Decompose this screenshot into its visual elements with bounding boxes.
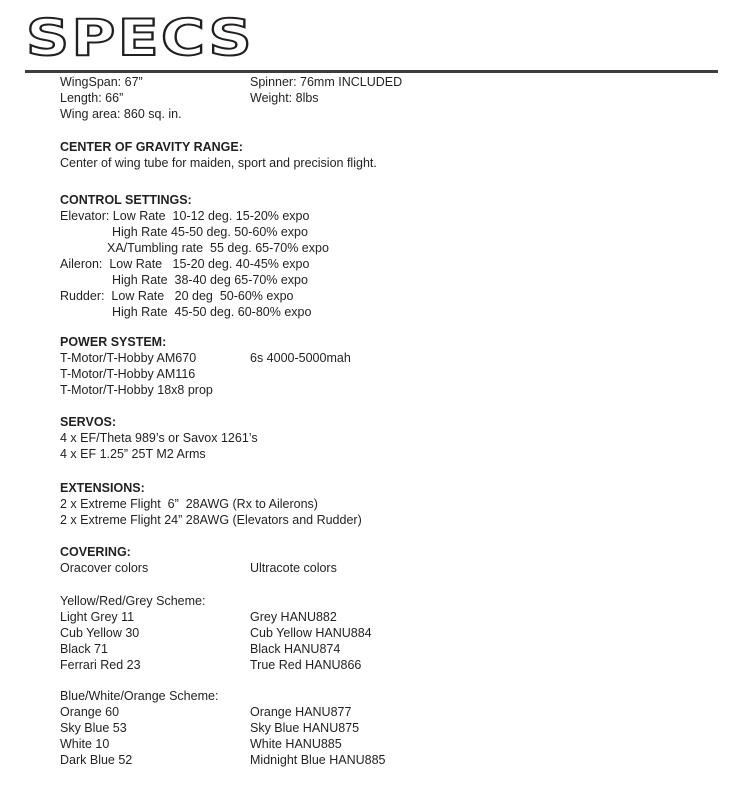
servos-heading: SERVOS:	[60, 415, 117, 429]
scheme-yellow-heading: Yellow/Red/Grey Scheme:	[60, 594, 206, 608]
control-line-aileron-high: High Rate 38-40 deg 65-70% expo	[112, 273, 308, 287]
color-row	[60, 625, 720, 641]
oracover-color: Black 71	[60, 642, 108, 656]
spec-row	[60, 382, 720, 398]
covering-heading: COVERING:	[60, 545, 131, 559]
spec-row	[60, 366, 720, 382]
control-line-rudder-high: High Rate 45-50 deg. 60-80% expo	[112, 305, 312, 319]
servos-line-1: 4 x EF/Theta 989’s or Savox 1261’s	[60, 431, 258, 445]
oracover-color: Dark Blue 52	[60, 753, 133, 767]
motor-1: T-Motor/T-Hobby AM670	[60, 351, 197, 365]
cog-heading: CENTER OF GRAVITY RANGE:	[60, 140, 243, 154]
color-row	[60, 641, 720, 657]
ultracote-color: Cub Yellow HANU884	[250, 626, 372, 640]
length-value: Length: 66”	[60, 91, 124, 105]
specs-logo-svg	[24, 8, 264, 66]
control-line-elevator-low: Elevator: Low Rate 10-12 deg. 15-20% expo	[60, 209, 310, 223]
oracover-color: Orange 60	[60, 705, 120, 719]
section-dimensions	[60, 74, 720, 122]
section-servos	[60, 414, 720, 462]
control-line-elevator-high: High Rate 45-50 deg. 50-60% expo	[112, 225, 308, 239]
wingspan-value: WingSpan: 67”	[60, 75, 143, 89]
oracover-color: Ferrari Red 23	[60, 658, 141, 672]
ultracote-color: Grey HANU882	[250, 610, 337, 624]
scheme-blue-heading: Blue/White/Orange Scheme:	[60, 689, 219, 703]
oracover-color: Cub Yellow 30	[60, 626, 140, 640]
section-power-system	[60, 334, 720, 398]
ultracote-color: Midnight Blue HANU885	[250, 753, 386, 767]
extensions-line-1: 2 x Extreme Flight 6” 28AWG (Rx to Ailerons)	[60, 497, 318, 511]
extensions-line-2: 2 x Extreme Flight 24” 28AWG (Elevators and Rudder)	[60, 513, 362, 527]
oracover-color: White 10	[60, 737, 110, 751]
oracover-label: Oracover colors	[60, 561, 149, 575]
specs-logo-text: SPECS	[26, 9, 254, 66]
empty-cell	[250, 382, 720, 398]
spec-row	[60, 74, 720, 90]
spec-row	[60, 350, 720, 366]
spinner-value: Spinner: 76mm INCLUDED	[250, 75, 403, 89]
section-cog	[60, 139, 720, 171]
color-row	[60, 609, 720, 625]
servos-line-2: 4 x EF 1.25” 25T M2 Arms	[60, 447, 206, 461]
control-line-aileron-low: Aileron: Low Rate 15-20 deg. 40-45% expo	[60, 257, 310, 271]
color-row	[60, 752, 720, 768]
empty-cell	[250, 106, 720, 122]
spec-row	[60, 90, 720, 106]
color-row	[60, 736, 720, 752]
section-control-settings	[60, 192, 720, 320]
ultracote-color: White HANU885	[250, 737, 342, 751]
header-divider	[25, 70, 718, 73]
power-system-heading: POWER SYSTEM:	[60, 335, 167, 349]
color-row	[60, 704, 720, 720]
control-settings-heading: CONTROL SETTINGS:	[60, 193, 192, 207]
ultracote-label: Ultracote colors	[250, 561, 337, 575]
color-row	[60, 657, 720, 673]
spec-row	[60, 106, 720, 122]
control-line-rudder-low: Rudder: Low Rate 20 deg 50-60% expo	[60, 289, 294, 303]
spec-row	[60, 560, 720, 576]
empty-cell	[250, 366, 720, 382]
section-scheme-blue	[60, 688, 720, 768]
ultracote-color: Orange HANU877	[250, 705, 352, 719]
ultracote-color: Black HANU874	[250, 642, 341, 656]
spec-content	[60, 74, 720, 768]
prop-spec: T-Motor/T-Hobby 18x8 prop	[60, 383, 213, 397]
specs-logo	[24, 8, 264, 66]
battery-spec: 6s 4000-5000mah	[250, 351, 351, 365]
oracover-color: Light Grey 11	[60, 610, 135, 624]
section-covering	[60, 544, 720, 576]
ultracote-color: True Red HANU866	[250, 658, 362, 672]
section-extensions	[60, 480, 720, 528]
section-scheme-yellow	[60, 593, 720, 673]
control-line-elevator-xa: XA/Tumbling rate 55 deg. 65-70% expo	[107, 241, 329, 255]
motor-2: T-Motor/T-Hobby AM116	[60, 367, 196, 381]
wing-area-value: Wing area: 860 sq. in.	[60, 107, 182, 121]
ultracote-color: Sky Blue HANU875	[250, 721, 360, 735]
oracover-color: Sky Blue 53	[60, 721, 127, 735]
weight-value: Weight: 8lbs	[250, 91, 319, 105]
extensions-heading: EXTENSIONS:	[60, 481, 145, 495]
color-row	[60, 720, 720, 736]
cog-body: Center of wing tube for maiden, sport and precision flight.	[60, 156, 377, 170]
